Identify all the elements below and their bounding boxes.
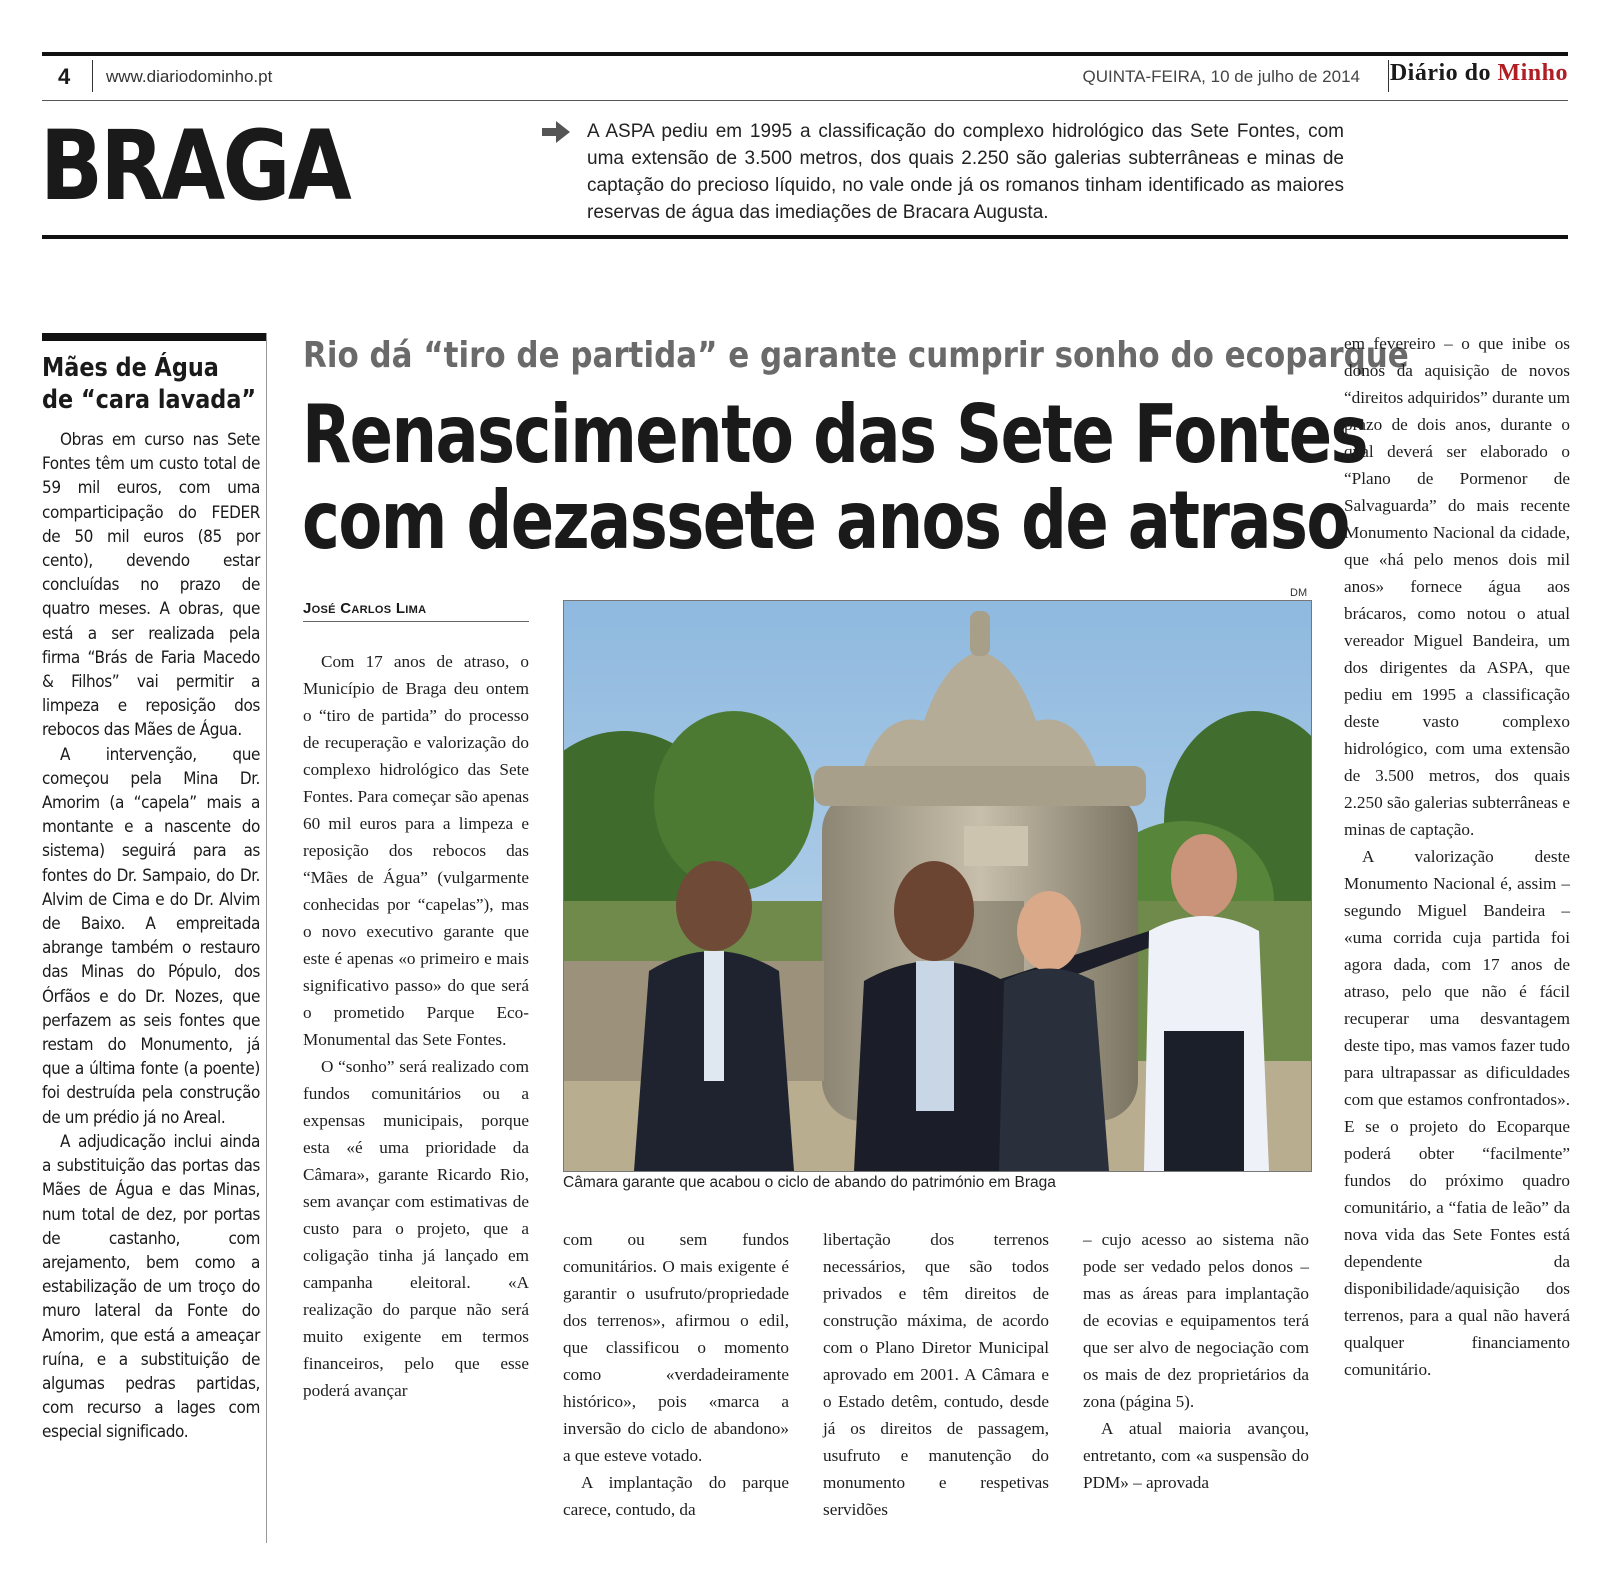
byline-rule: [303, 621, 529, 622]
article-column-3: [823, 1226, 1049, 1523]
article-photo: [563, 600, 1312, 1172]
article-paragraph: em fevereiro – o que inibe os donos da aquisição de novos “direitos adquiridos” durante um prazo de dois anos, durante o qual deverá ser elaborado o “Plano de Pormenor de Salvaguarda” do mais recente Monumento Nacional da cidade, que «há pelo menos dois mil anos» fornece água aos brácaros, como notou o atual vereador Miguel Bandeira, um dos dirigentes da ASPA, que pediu em 1995 a classificação deste vasto complexo hidrológico, com uma extensão de 3.500 metros, dos quais 2.250 são galerias subterrâneas e minas de captação.: [1344, 334, 1570, 839]
article-paragraph: libertação dos terrenos necessários, que são todos privados e têm direitos de construção máxima, de acordo com o Plano Diretor Municipal aprovado em 2001. A Câmara e o Estado detêm, contudo, desde já os direitos de passagem, usufruto e manutenção do monumento e respetivas servidões: [823, 1230, 1049, 1519]
article-paragraph: O “sonho” será realizado com fundos comunitários ou a expensas municipais, porque esta «é uma prioridade da Câmara», garante Ricardo Rio, sem avançar com estimativas de custo para o projeto, que a coligação tinha já lançado em campanha eleitoral. «A realização do parque não será muito exigente em termos financeiros, pelo que esse poderá avançar: [303, 1057, 529, 1400]
people-group: [634, 834, 1269, 1171]
website-link[interactable]: www.diariodominho.pt: [106, 67, 273, 86]
section-bottom-rule: [42, 235, 1568, 239]
section-title: BRAGA: [40, 110, 350, 222]
masthead-logo: [1390, 60, 1568, 87]
sidebar-title-line: Mães de Água: [42, 353, 219, 383]
photo-illustration: [564, 601, 1311, 1171]
article-headline: [302, 388, 1368, 567]
sidebar-paragraph: A adjudicação inclui ainda a substituição das portas das Mães de Água e das Minas, num total de dez, por portas de castanho, com arejamento, bem como a estabilização de um troço do muro lateral da Fonte do Amorim, que está a ameaçar ruína, e a substituição de algumas pedras partidas, com recurso a lages com especial significado.: [42, 1131, 260, 1443]
article-paragraph: A implantação do parque carece, contudo, da: [563, 1473, 789, 1519]
page-number: 4: [58, 64, 71, 89]
section-intro: A ASPA pediu em 1995 a classificação do complexo hidrológico das Sete Fontes, com uma extensão de 3.500 metros, dos quais 2.250 são galerias subterrâneas e minas de captação do precioso líquido, no vale onde já os romanos tinham identificado as maiores reservas de água das imediações de Bracara Augusta.: [587, 121, 1344, 223]
article-column-1: [303, 648, 529, 1404]
article-column-2: [563, 1226, 789, 1523]
logo-text-part2: Minho: [1497, 60, 1568, 86]
logo-text-part1: Diário do: [1389, 60, 1498, 86]
sidebar-paragraph: Obras em curso nas Sete Fontes têm um custo total de 59 mil euros, com uma comparticipação do FEDER de 50 mil euros (85 por cento), devendo estar concluídas no prazo de quatro meses. A obras, que está a ser realizada pela firma “Brás de Faria Macedo & Filhos” vai permitir a limpeza e reposição dos rebocos das Mães de Água.: [42, 430, 260, 741]
top-rule: [42, 52, 1568, 56]
article-kicker: Rio dá “tiro de partida” e garante cumprir sonho do ecoparque: [303, 335, 1409, 376]
photo-credit: DM: [1290, 587, 1308, 599]
sidebar-title: [42, 352, 267, 416]
article-paragraph: A valorização deste Monumento Nacional é, assim – segundo Miguel Bandeira – «uma corrida cuja partida foi agora dada, com 17 anos de atraso, pelo que não é fácil recuperar uma desvantagem deste tipo, mas vamos fazer tudo para ultrapassar as dificuldades com que estamos confrontados». E se o projeto do Ecoparque poderá obter “facilmente” fundos do próximo quadro comunitário, a “fatia de leão” da nova vida das Sete Fontes está dependente da disponibilidade/aquisição dos terrenos, para a qual não haverá qualquer financiamento comunitário.: [1344, 847, 1570, 1379]
article-column-4: [1083, 1226, 1309, 1496]
headline-line: Renascimento das Sete Fontes: [302, 388, 1368, 481]
byline: José Carlos Lima: [303, 600, 427, 617]
sidebar-divider: [266, 333, 267, 1543]
article-column-5: [1344, 330, 1570, 1383]
sidebar-body: [42, 428, 260, 1445]
arrow-right-icon: [540, 118, 572, 146]
sidebar-paragraph: A intervenção, que começou pela Mina Dr. Amorim (a “capela” mais a montante e a nascente do sistema) seguirá para as fontes do Dr. Sampaio, do Dr. Alvim de Cima e do Dr. Alvim de Baixo. A empreitada abrange também o restauro das Minas do Pópulo, dos Órfãos e do Dr. Nozes, que perfazem as seis fontes que restam do Monumento, já que a última fonte (a poente) foi destruída pela construção de um prédio já no Areal.: [42, 744, 260, 1128]
article-paragraph: Com 17 anos de atraso, o Município de Braga deu ontem o “tiro de partida” do processo de recuperação e valorização do complexo hidrológico das Sete Fontes. Para começar são apenas 60 mil euros para a limpeza e reposição dos rebocos das “Mães de Água” (vulgarmente conhecidas por “capelas”), mas o novo executivo garante que este é apenas «o primeiro e mais significativo passo» do que será o prometido Parque Eco-Monumental das Sete Fontes.: [303, 652, 529, 1049]
header-bottom-rule: [42, 100, 1568, 101]
header-divider: [92, 60, 93, 92]
article-paragraph: – cujo acesso ao sistema não pode ser vedado pelos donos – mas as áreas para implantação de ecovias e equipamentos terá que ser alvo de negociação com os mais de dez proprietários da zona (página 5).: [1083, 1230, 1309, 1411]
article-paragraph: A atual maioria avançou, entretanto, com «a suspensão do PDM» – aprovada: [1083, 1419, 1309, 1492]
article-paragraph: com ou sem fundos comunitários. O mais exigente é garantir o usufruto/propriedade dos terrenos», afirmou o edil, que classificou o momento como «verdadeiramente histórico», pois «marca a inversão do ciclo de abandono» a que esteve votado.: [563, 1230, 789, 1465]
sidebar-title-line: de “cara lavada”: [42, 385, 257, 415]
headline-line: com dezassete anos de atraso: [302, 474, 1349, 567]
issue-date: QUINTA-FEIRA, 10 de julho de 2014: [1082, 67, 1360, 86]
sidebar-top-bar: [42, 333, 267, 341]
photo-caption: Câmara garante que acabou o ciclo de abando do património em Braga: [563, 1174, 1056, 1191]
